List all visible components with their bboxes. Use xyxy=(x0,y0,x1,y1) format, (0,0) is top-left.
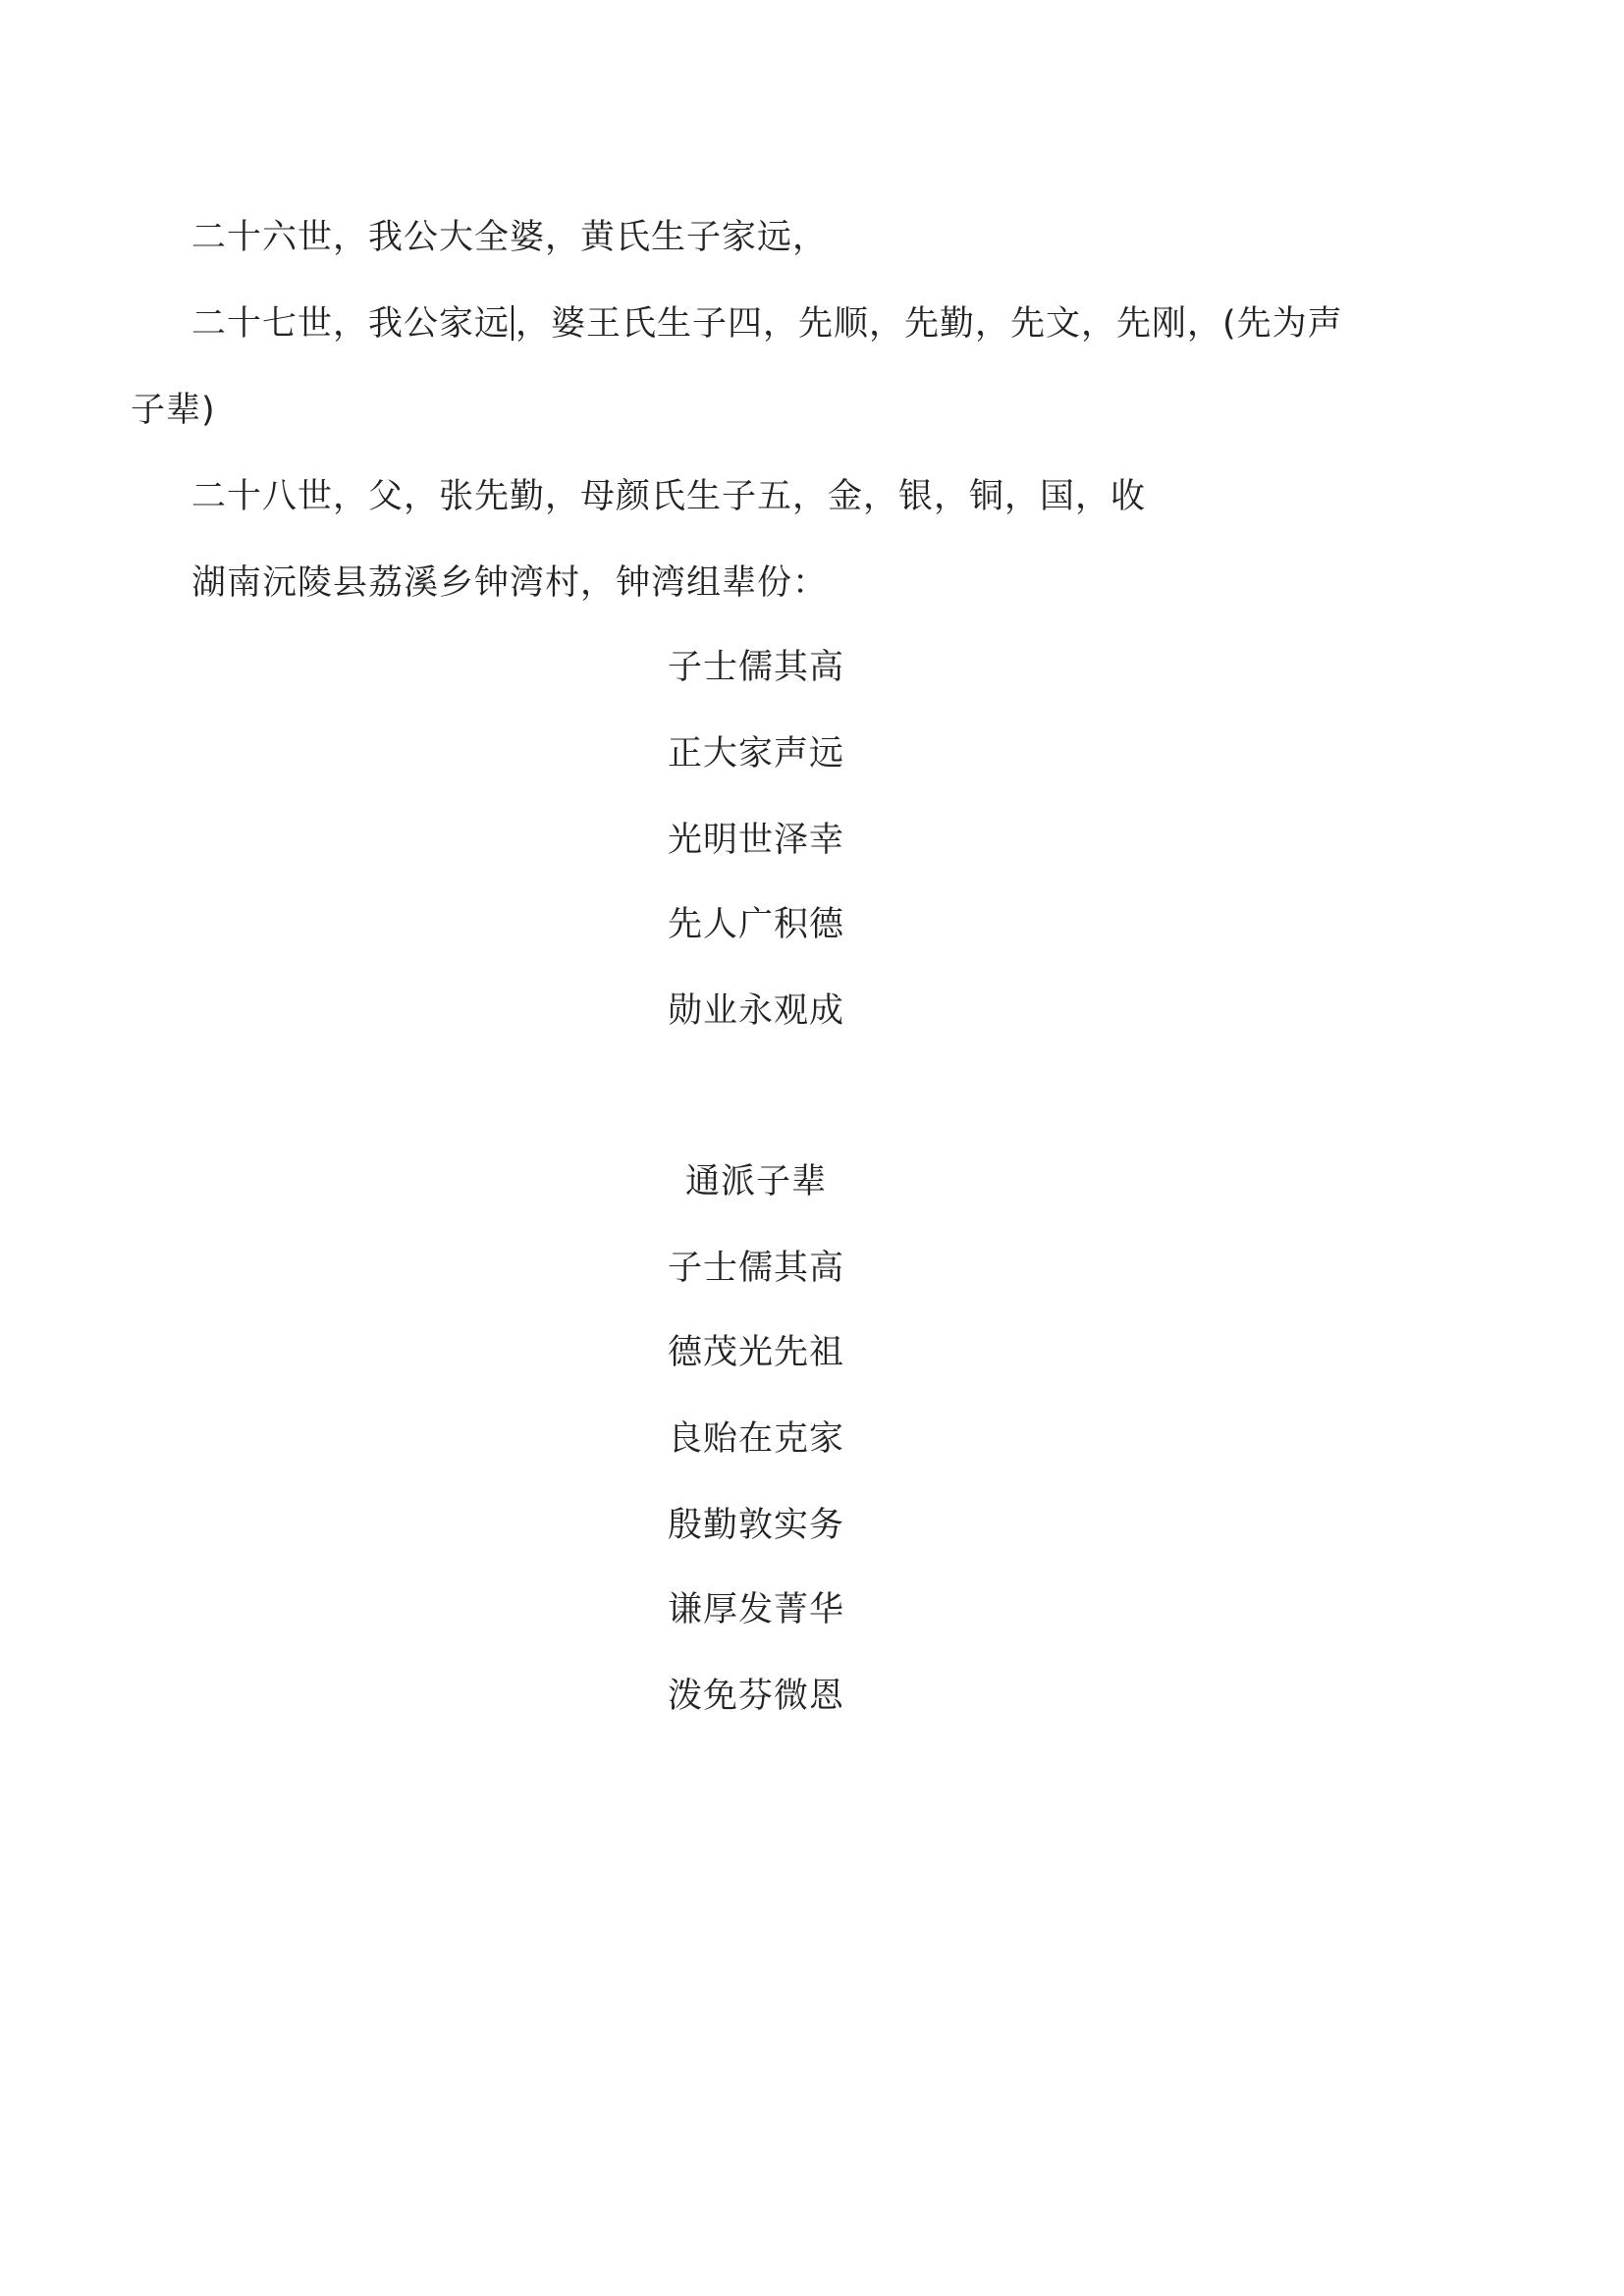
village-generation-line: 子士儒其高 xyxy=(667,648,844,687)
generation-26-line: 二十六世，我公大全婆，黄氏生子家远， xyxy=(191,218,829,257)
generation-27-text-end: ，婆王氏生子四，先顺，先勤，先文，先刚，(先为声 xyxy=(515,304,1343,344)
village-generation-line: 光明世泽幸 xyxy=(667,821,844,860)
village-heading: 湖南沅陵县荔溪乡钟湾村，钟湾组辈份： xyxy=(191,563,829,603)
village-generation-line: 正大家声远 xyxy=(667,734,844,774)
generation-28-line: 二十八世，父，张先勤，母颜氏生子五，金，银，铜，国，收 xyxy=(191,477,1147,516)
generation-27-text-start: 二十七世，我公家远 xyxy=(191,304,511,344)
generation-27-line xyxy=(191,304,1343,344)
village-generation-line: 先人广积德 xyxy=(667,905,844,944)
generation-27-continuation: 子辈) xyxy=(131,391,216,430)
text-cursor xyxy=(512,305,514,341)
tongpai-line: 谦厚发菁华 xyxy=(667,1590,844,1629)
tongpai-title: 通派子辈 xyxy=(684,1162,827,1201)
tongpai-line: 殷勤敦实务 xyxy=(667,1506,844,1545)
tongpai-line: 泼免芬微恩 xyxy=(667,1677,844,1716)
tongpai-line: 良贻在克家 xyxy=(667,1419,844,1459)
village-generation-line: 勋业永观成 xyxy=(667,991,844,1031)
tongpai-line: 德茂光先祖 xyxy=(667,1333,844,1372)
tongpai-line: 子士儒其高 xyxy=(667,1249,844,1288)
